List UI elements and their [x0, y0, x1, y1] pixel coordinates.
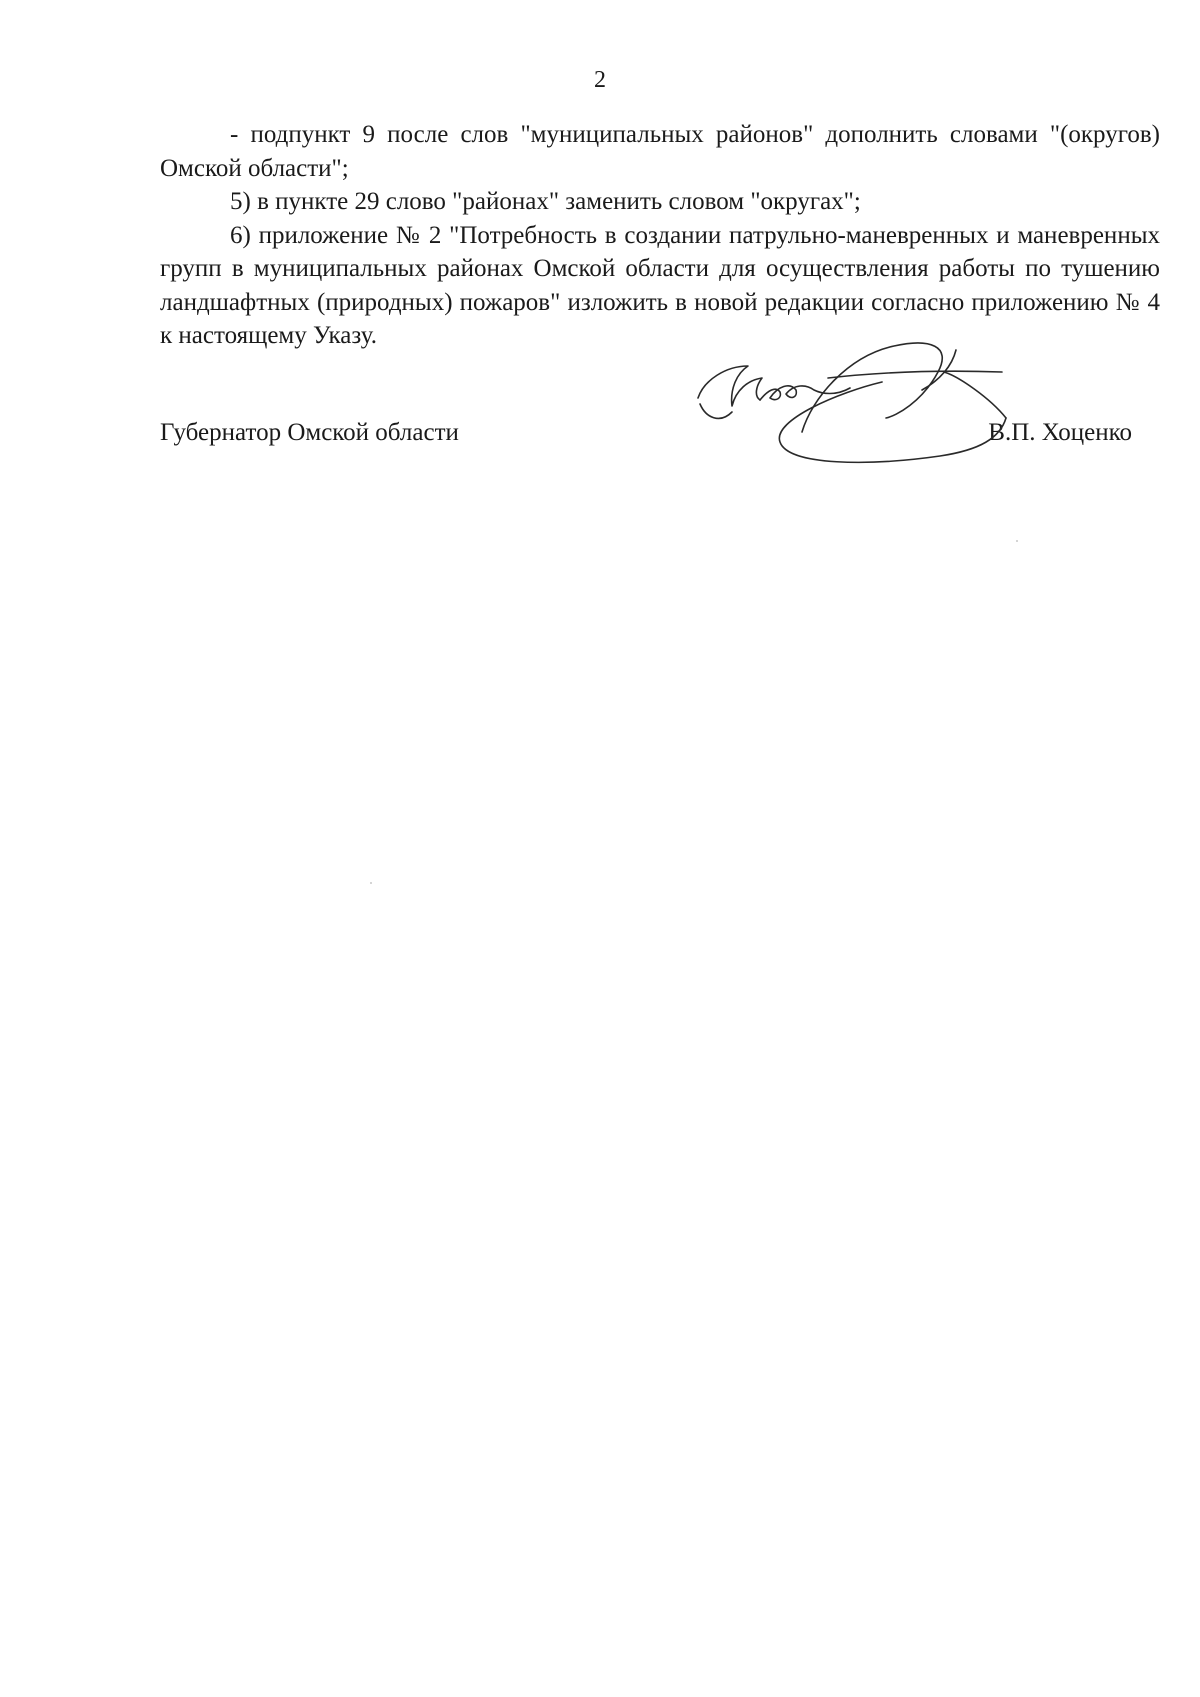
paragraph-subitem-9: - подпункт 9 после слов "муниципальных районов" дополнить словами "(округов) Омской области"; — [160, 121, 1160, 182]
signature-hook-stroke — [700, 404, 732, 418]
paragraph-item-6: 6) приложение № 2 "Потребность в создании патрульно-маневренных и маневренных групп в муниципальных районах Омской области для осуществления работы по тушению ландшафтных (природных) пожаров" изложить в новой редакции согласно приложению № 4 к настоящему Указу. — [160, 221, 1160, 349]
signature-diagonal-stroke — [944, 372, 1006, 418]
document-body — [160, 118, 1160, 353]
signature-letters-stroke — [760, 386, 850, 400]
paragraph-item-5: 5) в пункте 29 слово "районах" заменить словом "округах"; — [230, 188, 861, 215]
signature-line-stroke — [828, 371, 1002, 378]
signature-initial-stroke — [698, 366, 762, 406]
scan-speck — [1016, 540, 1018, 542]
signer-title: Губернатор Омской области — [160, 419, 459, 446]
signature-ellipse-stroke — [779, 382, 1006, 462]
scan-speck — [370, 882, 372, 884]
page-number: 2 — [594, 67, 606, 93]
signature-loop-stroke — [802, 343, 942, 432]
handwritten-signature — [690, 320, 1070, 480]
signer-name: В.П. Хоценко — [988, 419, 1132, 446]
